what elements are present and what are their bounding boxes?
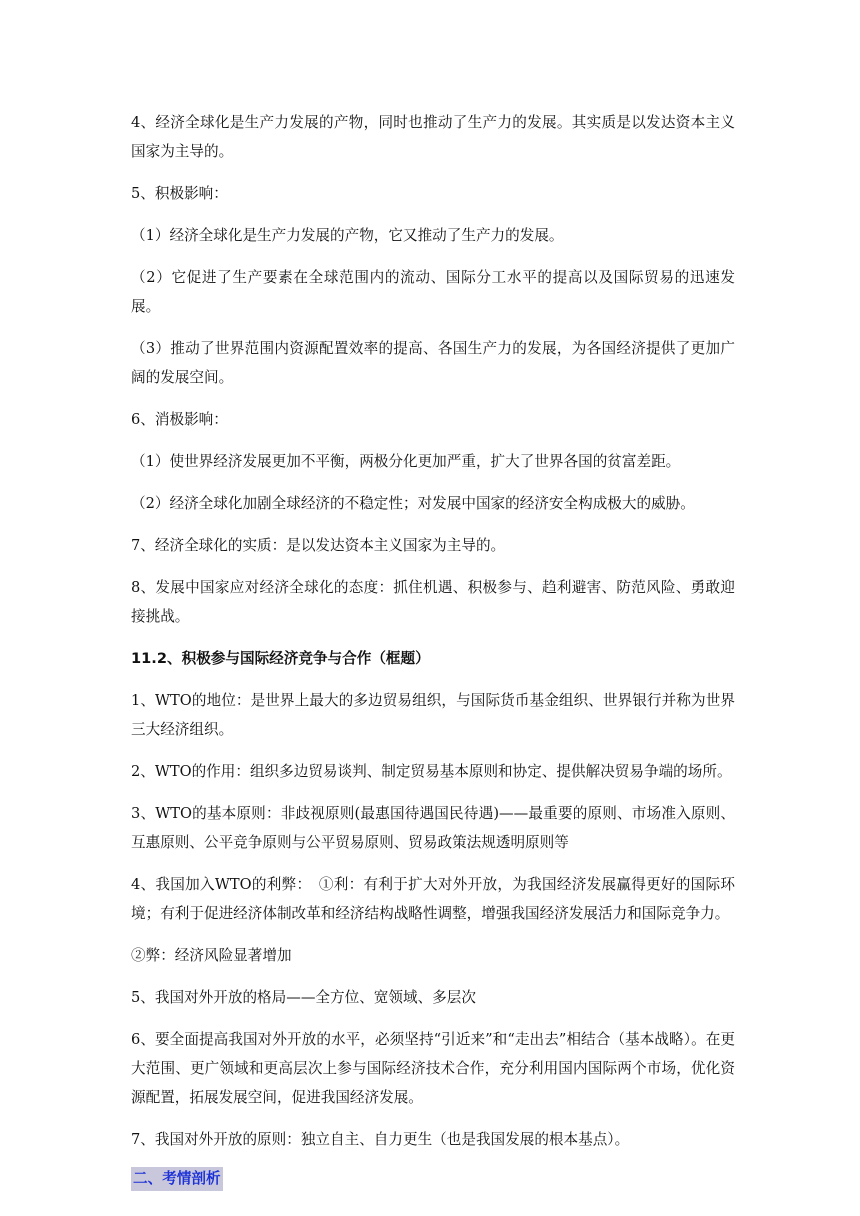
paragraph: 4、我国加入WTO的利弊： ①利：有利于扩大对外开放，为我国经济发展赢得更好的国际环境；有利于促进经济体制改革和经济结构战略性调整，增强我国经济发展活力和国际竞争力。: [131, 876, 735, 922]
section-heading: 二、考情剖析: [131, 1167, 223, 1191]
paragraph: 7、经济全球化的实质：是以发达资本主义国家为主导的。: [131, 537, 506, 554]
paragraph: 3、WTO的基本原则：非歧视原则(最惠国待遇国民待遇)——最重要的原则、市场准入原则、互惠原则、公平竞争原则与公平贸易原则、贸易政策法规透明原则等: [131, 805, 735, 851]
subsection-heading: 11.2、积极参与国际经济竞争与合作（框题）: [131, 650, 430, 667]
paragraph: 5、积极影响：: [131, 185, 228, 202]
paragraph: 1、WTO的地位：是世界上最大的多边贸易组织，与国际货币基金组织、世界银行并称为世界三大经济组织。: [131, 692, 735, 738]
paragraph: 6、要全面提高我国对外开放的水平，必须坚持“引近来”和“走出去”相结合（基本战略）。在更大范围、更广领域和更高层次上参与国际经济技术合作，充分利用国内国际两个市场，优化资源配置，拓展发展空间，促进我国经济发展。: [131, 1031, 735, 1106]
paragraph: ②弊：经济风险显著增加: [131, 947, 292, 964]
section-heading-row: [131, 1167, 735, 1191]
paragraph: 7、我国对外开放的原则：独立自主、自力更生（也是我国发展的根本基点）。: [131, 1131, 630, 1148]
document-body: [131, 108, 735, 1191]
list-item: （2）它促进了生产要素在全球范围内的流动、国际分工水平的提高以及国际贸易的迅速发展。: [131, 269, 735, 315]
paragraph: 4、经济全球化是生产力发展的产物，同时也推动了生产力的发展。其实质是以发达资本主义国家为主导的。: [131, 114, 735, 160]
paragraph: 2、WTO的作用：组织多边贸易谈判、制定贸易基本原则和协定、提供解决贸易争端的场所。: [131, 763, 732, 780]
list-item: （2）经济全球化加剧全球经济的不稳定性；对发展中国家的经济安全构成极大的威胁。: [131, 495, 695, 512]
paragraph: 5、我国对外开放的格局——全方位、宽领域、多层次: [131, 989, 476, 1006]
paragraph: 8、发展中国家应对经济全球化的态度：抓住机遇、积极参与、趋利避害、防范风险、勇敢迎接挑战。: [131, 579, 735, 625]
list-item: （1）经济全球化是生产力发展的产物，它又推动了生产力的发展。: [131, 227, 564, 244]
paragraph: 6、消极影响：: [131, 411, 228, 428]
list-item: （3）推动了世界范围内资源配置效率的提高、各国生产力的发展，为各国经济提供了更加广阔的发展空间。: [131, 340, 735, 386]
list-item: （1）使世界经济发展更加不平衡，两极分化更加严重，扩大了世界各国的贫富差距。: [131, 453, 681, 470]
